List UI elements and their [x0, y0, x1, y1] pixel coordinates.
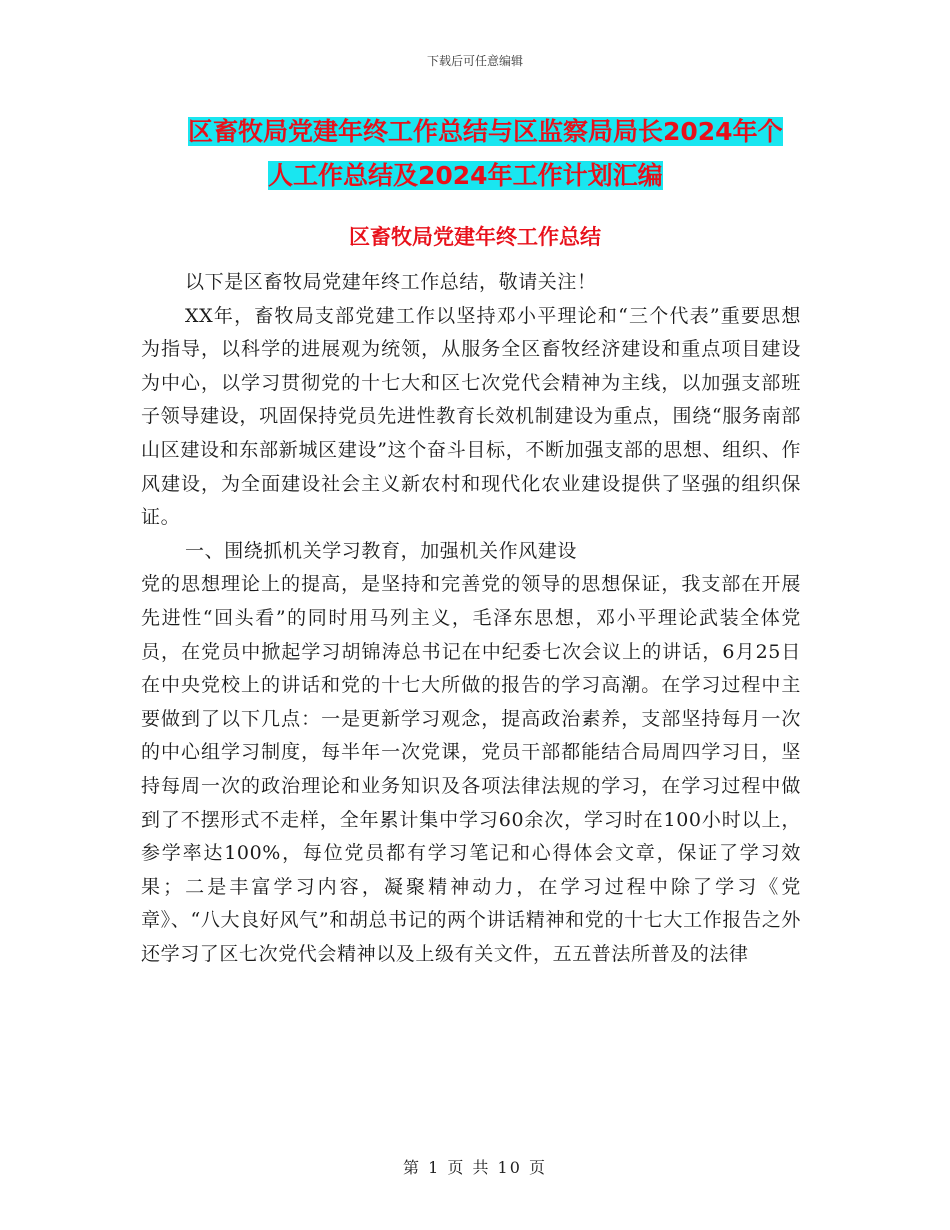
paragraph-overview: XX年，畜牧局支部党建工作以坚持邓小平理论和“三个代表”重要思想为指导，以科学的进展观为统领，从服务全区畜牧经济建设和重点项目建设为中心，以学习贯彻党的十七大和区七次党代会精神为主线，以加强支部班子领导建设，巩固保持党员先进性教育长效机制建设为重点，围绕“服务南部山区建设和东部新城区建设”这个奋斗目标，不断加强支部的思想、组织、作风建设，为全面建设社会主义新农村和现代化农业建设提供了坚强的组织保证。: [141, 304, 801, 529]
document-title: [140, 110, 820, 198]
paragraph-study: 党的思想理论上的提高，是坚持和完善党的领导的思想保证，我支部在开展先进性“回头看”的同时用马列主义，毛泽东思想，邓小平理论武装全体党员，在党员中掀起学习胡锦涛总书记在中纪委七次会议上的讲话，6月25日在中央党校上的讲话和党的十七大所做的报告的学习高潮。在学习过程中主要做到了以下几点：一是更新学习观念，提高政治素养，支部坚持每月一次的中心组学习制度，每半年一次党课，党员干部都能结合局周四学习日，坚持每周一次的政治理论和业务知识及各项法律法规的学习，在学习过程中做到了不摆形式不走样，全年累计集中学习60余次，学习时在100小时以上，参学率达100%，每位党员都有学习笔记和心得体会文章，保证了学习效果；二是丰富学习内容，凝聚精神动力，在学习过程中除了学习《党章》、“八大良好风气”和胡总书记的两个讲话精神和党的十七大工作报告之外还学习了区七次党代会精神以及上级有关文件，五五普法所普及的法律: [141, 573, 801, 965]
section-title: 区畜牧局党建年终工作总结: [349, 225, 601, 249]
paragraph-intro: 以下是区畜牧局党建年终工作总结，敬请关注！: [185, 271, 597, 293]
document-title-line-2-text: 人工作总结及2024年工作计划汇编: [268, 161, 663, 190]
document-title-line-1-text: 区畜牧局党建年终工作总结与区监察局局长2024年个: [188, 117, 783, 146]
paragraph-heading-one: 一、围绕抓机关学习教育，加强机关作风建设: [185, 539, 578, 562]
document-title-line-2: [140, 154, 820, 198]
document-title-line-1: [140, 110, 820, 154]
header-note: 下载后可任意编辑: [426, 54, 523, 68]
body-text: [141, 266, 801, 971]
page-footer: 第 1 页 共 10 页: [403, 1158, 547, 1177]
